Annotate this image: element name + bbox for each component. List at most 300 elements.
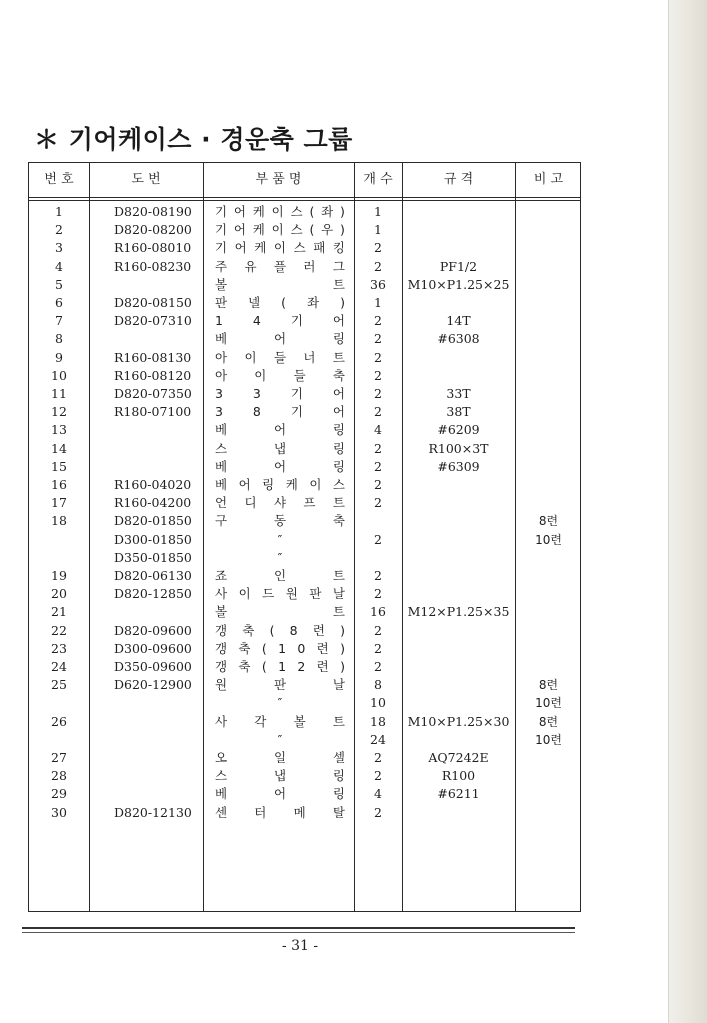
part-name: ″ (277, 531, 283, 547)
part-name-char: 스 (290, 222, 303, 238)
part-name-char: ( (281, 295, 287, 310)
part-name-char: 0 (297, 640, 306, 656)
quantity (354, 512, 402, 530)
part-name-char: 이 (273, 240, 286, 256)
part-name (215, 713, 345, 731)
specification (402, 531, 515, 549)
remark: 8련 (538, 514, 559, 529)
quantity: 2 (374, 568, 382, 583)
part-name-char: 스 (332, 477, 345, 492)
part-name-char: 링 (332, 440, 345, 456)
remark (515, 567, 582, 585)
part-name-char: 어 (332, 313, 345, 329)
remark (515, 276, 582, 294)
part-name-char: 죠 (215, 568, 228, 583)
drawing-number (114, 421, 203, 439)
part-name-char: ) (340, 295, 345, 310)
part-name-char: 좌 (307, 295, 320, 310)
part-name-char: 어 (273, 331, 287, 347)
part-name-char: 넬 (248, 295, 261, 310)
part-name (215, 676, 345, 694)
quantity: 2 (374, 331, 382, 347)
row-number (29, 694, 89, 712)
remark (515, 385, 582, 403)
drawing-number: D820-12130 (114, 804, 192, 820)
part-name-char: 인 (273, 568, 287, 583)
remark (515, 258, 582, 276)
part-name-char: 일 (273, 750, 287, 765)
part-name-char: ( (309, 222, 315, 238)
part-name-char: 셀 (332, 750, 345, 765)
part-name-char: 사 (215, 713, 228, 729)
remark (515, 421, 582, 439)
quantity: 18 (370, 713, 386, 729)
row-number: 1 (55, 204, 63, 219)
part-name-char: 들 (273, 349, 287, 365)
part-name-char: 련 (312, 622, 325, 638)
part-name-char: 베 (215, 786, 228, 802)
part-name-char: 어 (273, 786, 287, 802)
part-name-char: 볼 (293, 713, 306, 729)
remark: 8련 (538, 678, 559, 693)
column-divider (89, 163, 90, 911)
row-number: 14 (51, 440, 67, 456)
part-name-char: 러 (303, 258, 316, 274)
part-name-char: 기 (215, 240, 228, 256)
specification: AQ7242E (428, 750, 489, 765)
quantity: 2 (374, 313, 382, 329)
part-name-char: 냅 (273, 768, 287, 784)
part-name-char: 2 (297, 659, 306, 674)
row-number: 16 (51, 477, 67, 492)
part-name-char: 사 (215, 586, 228, 602)
specification (402, 512, 515, 530)
quantity: 1 (374, 222, 382, 238)
part-name-char: ) (340, 659, 345, 674)
remark (515, 203, 582, 221)
specification (402, 203, 515, 221)
quantity: 36 (370, 276, 386, 292)
specification (402, 349, 515, 367)
part-name-char: 베 (215, 422, 228, 438)
row-number: 8 (55, 331, 63, 347)
drawing-number (114, 440, 203, 458)
row-number: 5 (55, 276, 63, 292)
specification (402, 640, 515, 658)
quantity: 2 (374, 404, 382, 420)
remark (515, 294, 582, 312)
part-name-char: 드 (262, 586, 275, 602)
remark (515, 804, 582, 822)
footer-rule (22, 927, 575, 929)
part-name-char: 유 (244, 258, 257, 274)
quantity: 2 (374, 240, 382, 256)
drawing-number: D820-08150 (114, 295, 192, 310)
specification (402, 494, 515, 512)
part-name-char: 냅 (273, 440, 287, 456)
part-name-char: 언 (215, 495, 228, 511)
drawing-number (114, 330, 203, 348)
part-name-char: 킹 (332, 240, 345, 256)
part-name (215, 258, 345, 276)
part-name-char: 링 (262, 477, 275, 492)
part-name (215, 312, 345, 330)
remark (515, 239, 582, 257)
part-name (215, 785, 345, 803)
part-name-char: 케 (252, 204, 265, 219)
part-name (215, 349, 345, 367)
specification: 38T (446, 404, 471, 420)
part-name (215, 749, 345, 767)
remark: 10련 (535, 732, 562, 747)
part-name (215, 203, 345, 221)
row-number: 23 (51, 640, 67, 656)
part-name-char: 판 (273, 677, 287, 693)
part-name (215, 622, 345, 640)
part-name-char: 축 (332, 513, 345, 529)
part-name-char: 어 (238, 477, 251, 492)
part-name-char: 탈 (332, 804, 345, 820)
quantity: 8 (374, 677, 382, 693)
quantity: 2 (374, 495, 382, 511)
part-name-char: 어 (233, 204, 246, 219)
part-name-char: 스 (215, 440, 228, 456)
part-name-char: 들 (293, 367, 306, 383)
row-number: 19 (51, 568, 67, 583)
remark: 10련 (535, 696, 562, 711)
drawing-number: D820-08190 (114, 204, 192, 219)
specification (402, 239, 515, 257)
row-number (29, 531, 89, 549)
row-number: 21 (51, 604, 67, 620)
remark (515, 494, 582, 512)
drawing-number: R160-04200 (114, 495, 192, 511)
part-name-char: 트 (332, 568, 345, 583)
part-name-char: 기 (290, 386, 303, 401)
part-name-char: 트 (332, 276, 345, 292)
part-name-char: 어 (273, 458, 287, 474)
part-name-char: 판 (215, 295, 228, 310)
page-title: ＊ 기어케이스 · 경운축 그룹 (34, 125, 353, 154)
header-divider (29, 200, 580, 201)
specification: R100×3T (428, 440, 489, 456)
row-number: 29 (51, 786, 67, 802)
drawing-number: D300-09600 (114, 640, 192, 656)
quantity: 2 (374, 386, 382, 401)
part-name-char: 각 (254, 713, 267, 729)
part-name-char: 스 (290, 204, 303, 219)
part-name (215, 385, 345, 403)
quantity: 2 (374, 440, 382, 456)
part-name-char: 동 (273, 513, 287, 529)
remark: 10련 (535, 532, 562, 547)
part-name (215, 330, 345, 348)
specification (402, 676, 515, 694)
part-name-char: 링 (332, 331, 345, 347)
part-name-char: 아 (215, 349, 228, 365)
row-number: 4 (55, 258, 63, 274)
specification: PF1/2 (439, 258, 478, 274)
part-name-char: 갱 (215, 622, 228, 638)
part-name-char: 프 (303, 495, 316, 511)
drawing-number (114, 694, 203, 712)
quantity: 2 (374, 258, 382, 274)
quantity: 2 (374, 586, 382, 602)
part-name-char: ) (340, 622, 345, 638)
remark (515, 749, 582, 767)
part-name (215, 603, 345, 621)
part-name-char: 베 (215, 477, 228, 492)
quantity: 2 (374, 531, 382, 547)
remark (515, 312, 582, 330)
part-name-char: 축 (332, 367, 345, 383)
row-number: 22 (51, 622, 67, 638)
specification (402, 476, 515, 494)
part-name (215, 367, 345, 385)
part-name (215, 476, 345, 494)
specification: #6209 (437, 422, 480, 438)
row-number: 26 (51, 713, 67, 729)
part-name (215, 767, 345, 785)
remark (515, 658, 582, 676)
drawing-number: D820-12850 (114, 586, 192, 602)
remark (515, 622, 582, 640)
part-name-char: 베 (215, 331, 228, 347)
quantity: 4 (374, 422, 382, 438)
page-number: - 31 - (281, 938, 319, 954)
drawing-number: R160-08130 (114, 349, 192, 365)
specification: M10×P1.25×30 (407, 713, 510, 729)
part-name (215, 421, 345, 439)
part-name-char: 갱 (215, 640, 228, 656)
drawing-number (114, 749, 203, 767)
row-number: 12 (51, 404, 67, 420)
part-name-char: 이 (309, 477, 322, 492)
part-name-char: 트 (332, 713, 345, 729)
part-name (215, 239, 345, 257)
part-name-char: 8 (289, 622, 298, 638)
specification (402, 549, 515, 567)
quantity: 2 (374, 367, 382, 383)
part-name (215, 458, 345, 476)
remark (515, 585, 582, 603)
remark (515, 403, 582, 421)
row-number: 20 (51, 586, 67, 602)
part-name (215, 658, 345, 676)
row-number: 7 (55, 313, 63, 329)
specification (402, 367, 515, 385)
remark: 8련 (538, 714, 559, 729)
remark (515, 440, 582, 458)
row-number: 24 (51, 659, 67, 674)
header-part-name: 부 품 명 (255, 172, 302, 187)
row-number: 6 (55, 295, 63, 310)
parts-table (28, 162, 581, 912)
remark (515, 458, 582, 476)
part-name (215, 804, 345, 822)
row-number: 3 (55, 240, 63, 256)
part-name-char: 볼 (215, 276, 228, 292)
part-name-char: 어 (332, 386, 345, 401)
specification (402, 694, 515, 712)
part-name-char: 3 (215, 404, 223, 420)
row-number: 13 (51, 422, 67, 438)
footer-rule (22, 932, 575, 933)
drawing-number: D820-08200 (114, 222, 192, 238)
header-no: 번 호 (44, 172, 74, 187)
specification (402, 731, 515, 749)
part-name-char: 1 (215, 313, 223, 329)
part-name-char: 기 (215, 204, 228, 219)
specification: #6308 (437, 331, 480, 347)
row-number: 17 (51, 495, 67, 511)
row-number: 27 (51, 750, 67, 765)
drawing-number: R180-07100 (114, 404, 192, 420)
row-number: 2 (55, 222, 63, 238)
part-name-char: 기 (290, 404, 303, 420)
remark (515, 785, 582, 803)
quantity: 2 (374, 750, 382, 765)
part-name-char: 좌 (321, 204, 334, 219)
remark (515, 349, 582, 367)
part-name (215, 440, 345, 458)
specification (402, 585, 515, 603)
remark (515, 476, 582, 494)
part-name-char: 센 (215, 804, 228, 820)
quantity: 2 (374, 659, 382, 674)
part-name-char: 갱 (215, 659, 228, 674)
specification (402, 658, 515, 676)
row-number: 10 (51, 367, 67, 383)
quantity: 1 (374, 204, 382, 219)
part-name-char: ( (309, 204, 315, 219)
part-name (215, 403, 345, 421)
part-name-char: 샤 (273, 495, 287, 511)
row-number: 28 (51, 768, 67, 784)
specification: M10×P1.25×25 (407, 276, 510, 292)
row-number: 11 (51, 386, 67, 401)
specification: 33T (446, 386, 471, 401)
drawing-number: D820-07310 (114, 313, 192, 329)
specification (402, 622, 515, 640)
part-name-char: 이 (271, 204, 284, 219)
column-divider (203, 163, 204, 911)
quantity: 2 (374, 622, 382, 638)
quantity (354, 549, 402, 567)
row-number: 18 (51, 513, 67, 529)
row-number (29, 549, 89, 567)
specification (402, 294, 515, 312)
part-name-char: 련 (316, 640, 329, 656)
drawing-number (114, 603, 203, 621)
part-name (215, 294, 345, 312)
header-remark: 비 고 (533, 172, 564, 187)
part-name: ″ (277, 731, 283, 747)
part-name-char: 트 (332, 604, 345, 620)
part-name-char: 어 (233, 222, 246, 238)
remark (515, 330, 582, 348)
drawing-number (114, 458, 203, 476)
header-quantity: 개 수 (363, 172, 393, 187)
quantity: 2 (374, 804, 382, 820)
part-name-char: 원 (215, 677, 228, 693)
part-name-char: 이 (254, 367, 267, 383)
specification: 14T (446, 313, 471, 329)
part-name-char: ( (269, 622, 275, 638)
part-name-char: 주 (215, 258, 228, 274)
part-name-char: 그 (332, 258, 345, 274)
drawing-number: R160-08010 (114, 240, 192, 256)
remark (515, 367, 582, 385)
quantity: 2 (374, 458, 382, 474)
specification: M12×P1.25×35 (407, 604, 510, 620)
part-name-char: 링 (332, 422, 345, 438)
part-name-char: 너 (303, 349, 316, 365)
drawing-number: D820-06130 (114, 568, 192, 583)
part-name-char: 어 (332, 404, 345, 420)
drawing-number: D300-01850 (114, 531, 192, 547)
part-name-char: 기 (290, 313, 303, 329)
part-name-char: 1 (278, 640, 287, 656)
part-name-char: 터 (254, 804, 267, 820)
header-divider (29, 197, 580, 198)
quantity: 2 (374, 349, 382, 365)
part-name-char: 축 (242, 622, 255, 638)
row-number: 15 (51, 458, 67, 474)
quantity: 16 (370, 604, 386, 620)
part-name-char: 8 (252, 404, 261, 420)
part-name (215, 494, 345, 512)
drawing-number: D620-12900 (114, 677, 192, 693)
drawing-number: D820-07350 (114, 386, 192, 401)
quantity: 2 (374, 768, 382, 784)
drawing-number: D350-01850 (114, 549, 192, 565)
part-name-char: 4 (252, 313, 261, 329)
part-name-char: 이 (271, 222, 284, 238)
part-name-char: 스 (215, 768, 228, 784)
part-name-char: 어 (234, 240, 247, 256)
remark (515, 221, 582, 239)
part-name (215, 221, 345, 239)
part-name-char: 케 (285, 477, 298, 492)
part-name-char: 어 (273, 422, 287, 438)
remark (515, 603, 582, 621)
drawing-number (114, 785, 203, 803)
part-name-char: ( (261, 640, 267, 656)
part-name: ″ (277, 695, 283, 711)
row-number: 30 (51, 804, 67, 820)
drawing-number: D350-09600 (114, 659, 192, 674)
specification: #6211 (437, 786, 480, 802)
part-name-char: 메 (293, 804, 306, 820)
part-name-char: 트 (332, 495, 345, 511)
part-name-char: 이 (238, 586, 251, 602)
part-name-char: 베 (215, 458, 228, 474)
part-name-char: 케 (252, 222, 265, 238)
part-name-char: ) (340, 222, 345, 238)
part-name-char: 링 (332, 458, 345, 474)
part-name-char: 우 (321, 222, 334, 238)
drawing-number: R160-08120 (114, 367, 192, 383)
part-name: ″ (277, 549, 283, 565)
page-edge (668, 0, 707, 1023)
part-name-char: 축 (238, 640, 251, 656)
part-name-char: 원 (285, 586, 298, 602)
part-name (215, 640, 345, 658)
part-name-char: 링 (332, 768, 345, 784)
row-number: 9 (55, 349, 63, 365)
part-name-char: 3 (215, 386, 223, 401)
